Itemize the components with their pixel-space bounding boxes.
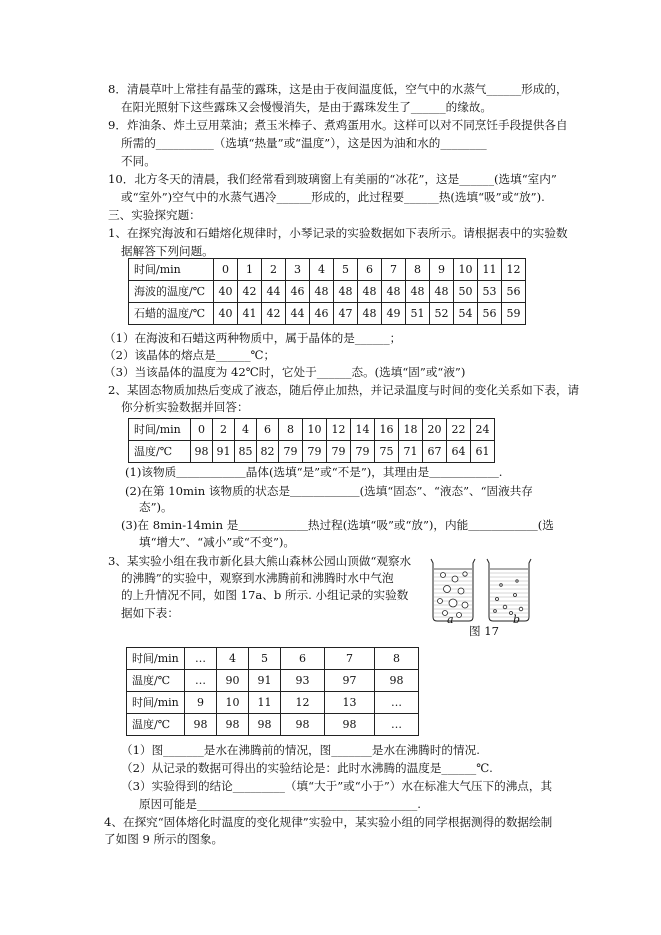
p2-table-cell: 4 [235, 419, 257, 441]
p1-table-body [129, 259, 526, 325]
p2-data-table [128, 418, 495, 463]
p2-line1: 2、某固态物质加热后变成了液态，随后停止加热，并记录温度与时间的变化关系如下表，请 [108, 383, 580, 397]
p3-line3: 的上升情况不同，如图 17a、b 所示. 小组记录的实验数 [121, 588, 409, 602]
p1-table-cell: 48 [358, 303, 382, 325]
p2-table-cell: 91 [213, 441, 235, 463]
p1-table-cell: 54 [454, 303, 478, 325]
p2-table-cell: 14 [351, 419, 375, 441]
p3-table-cell: 4 [217, 648, 249, 670]
p3-sub1: （1）图_______是水在沸腾前的情况，图_______是水在沸腾时的情况. [121, 743, 480, 757]
p2-table-body [129, 419, 495, 463]
p2-table-row [129, 441, 495, 463]
p1-table-row-header: 海波的温度/℃ [129, 281, 214, 303]
q8-line2: 在阳光照射下这些露珠又会慢慢消失，是由于露珠发生了______的缘故。 [121, 100, 493, 114]
p1-table-cell: 56 [478, 303, 502, 325]
p3-table-cell: 10 [217, 692, 249, 714]
p1-table-cell: 59 [502, 303, 526, 325]
p1-sub3: （3）当该晶体的温度为 42℃时，它处于______态。(选填“固”或“液”) [104, 365, 466, 379]
p2-table-cell: 16 [375, 419, 399, 441]
p1-table-cell: 40 [214, 303, 238, 325]
p3-table-body [127, 648, 419, 736]
p3-table-row-header: 时间/min [127, 648, 185, 670]
p3-table-row-header: 温度/℃ [127, 670, 185, 692]
p1-table-cell: 44 [286, 303, 310, 325]
p2-table-cell: 20 [423, 419, 447, 441]
p1-table-cell: 12 [502, 259, 526, 281]
p1-table-cell: 2 [262, 259, 286, 281]
p3-table-cell: 12 [281, 692, 325, 714]
p3-table-cell: 7 [325, 648, 375, 670]
p4-line1: 4、在探究“固体熔化时温度的变化规律”实验中，某实验小组的同学根据测得的数据绘制 [104, 815, 553, 829]
p2-table-cell: 10 [303, 419, 327, 441]
p1-table-cell: 48 [430, 281, 454, 303]
p1-table-cell: 50 [454, 281, 478, 303]
p2-table-cell: 0 [191, 419, 213, 441]
p2-table-cell: 67 [423, 441, 447, 463]
p1-table-cell: 4 [310, 259, 334, 281]
p3-table-cell: 6 [281, 648, 325, 670]
p1-table-cell: 9 [430, 259, 454, 281]
p1-table-cell: 10 [454, 259, 478, 281]
beaker-b-icon [487, 559, 531, 621]
p1-table-cell: 46 [286, 281, 310, 303]
p1-table-cell: 48 [382, 281, 406, 303]
p2-table-cell: 75 [375, 441, 399, 463]
p3-sub3-line2: 原因可能是______________________________________. [139, 797, 421, 811]
q9-line1: 9．炸油条、炸土豆用菜油；煮玉米棒子、煮鸡蛋用水。这样可以对不同烹饪手段提供各自 [108, 118, 568, 132]
beaker-a-icon [431, 559, 475, 621]
figure-label-a: a [447, 613, 454, 626]
p1-table-cell: 47 [334, 303, 358, 325]
p3-table-cell: 91 [249, 670, 281, 692]
p2-sub2-line2: 态”)。 [139, 500, 173, 514]
p2-sub2-line1: (2)在第 10min 该物质的状态是＿＿＿＿＿＿(选填“固态”、“液态”、“固液共存 [125, 484, 533, 498]
p1-table-row [129, 281, 526, 303]
p2-table-cell: 79 [327, 441, 351, 463]
p1-table-cell: 6 [358, 259, 382, 281]
p1-table-cell: 48 [358, 281, 382, 303]
p3-table-cell: 5 [249, 648, 281, 670]
p2-table-cell: 79 [279, 441, 303, 463]
p3-table-row [127, 670, 419, 692]
p2-table-cell: 61 [471, 441, 495, 463]
p1-table-row [129, 259, 526, 281]
q9-line3: 不同。 [121, 154, 156, 168]
p2-table-cell: 6 [257, 419, 279, 441]
q10-line2: 或“室外”)空气中的水蒸气遇冷______形成的，此过程要______热(选填“吸”或“放”). [121, 190, 545, 204]
p1-table-cell: 48 [334, 281, 358, 303]
p2-table-cell: 18 [399, 419, 423, 441]
p1-table-cell: 40 [214, 281, 238, 303]
p1-table-cell: 48 [406, 281, 430, 303]
p1-table-cell: 41 [238, 303, 262, 325]
q8-line1: 8．清晨草叶上常挂有晶莹的露珠，这是由于夜间温度低，空气中的水蒸气______形成的， [108, 82, 568, 96]
p2-table-cell: 8 [279, 419, 303, 441]
p1-table-cell: 3 [286, 259, 310, 281]
p3-table-cell: 98 [375, 670, 419, 692]
p1-table-cell: 46 [310, 303, 334, 325]
p2-table-cell: 98 [191, 441, 213, 463]
p1-table-cell: 56 [502, 281, 526, 303]
p2-table-cell: 71 [399, 441, 423, 463]
p1-line2: 据解答下列问题。 [121, 244, 214, 258]
q9-line2: 所需的__________（选填“热量”或“温度”），这是因为油和水的________ [121, 136, 487, 150]
p3-line1: 3、某实验小组在我市新化县大熊山森林公园山顶做“观察水 [108, 554, 412, 568]
p1-table-cell: 42 [262, 303, 286, 325]
p2-table-cell: 22 [447, 419, 471, 441]
p3-line4: 据如下表： [121, 606, 179, 620]
figure-label-b: b [513, 613, 521, 626]
p3-table-cell: 97 [325, 670, 375, 692]
p2-table-cell: 2 [213, 419, 235, 441]
p2-table-cell: 85 [235, 441, 257, 463]
p2-sub1: (1)该物质＿＿＿＿＿＿晶体(选填“是”或“不是”)，其理由是＿＿＿＿＿＿. [125, 465, 503, 479]
p2-table-cell: 82 [257, 441, 279, 463]
p1-table-cell: 42 [238, 281, 262, 303]
p3-table-cell: 98 [217, 714, 249, 736]
p2-table-cell: 64 [447, 441, 471, 463]
p3-table-cell: 90 [217, 670, 249, 692]
p3-table-cell: 8 [375, 648, 419, 670]
section-title: 三、实验探究题： [108, 208, 201, 222]
p1-table-cell: 53 [478, 281, 502, 303]
p2-sub3-line1: (3)在 8min-14min 是＿＿＿＿＿＿热过程(选填“吸”或“放”)，内能＿＿＿＿＿＿(选 [121, 518, 554, 532]
p3-table-cell: 98 [281, 714, 325, 736]
p1-table-cell: 11 [478, 259, 502, 281]
p3-table-cell: 13 [325, 692, 375, 714]
p3-table-cell: 98 [185, 714, 217, 736]
p2-table-cell: 79 [351, 441, 375, 463]
p2-table-row-header: 时间/min [129, 419, 191, 441]
p1-table-cell: 8 [406, 259, 430, 281]
p3-sub3-line1: （3）实验得到的结论_________（填“大于”或“小于”）水在标准大气压下的沸点，其 [121, 779, 553, 793]
p1-table-row-header: 石蜡的温度/℃ [129, 303, 214, 325]
p1-table-cell: 5 [334, 259, 358, 281]
p1-line1: 1、在探究海波和石蜡熔化规律时，小琴记录的实验数据如下表所示。请根据表中的实验数 [108, 226, 568, 240]
p1-sub2: （2）该晶体的熔点是______℃； [104, 348, 276, 362]
p2-table-cell: 24 [471, 419, 495, 441]
p3-table-row [127, 714, 419, 736]
p1-table-cell: 7 [382, 259, 406, 281]
p1-table-cell: 44 [262, 281, 286, 303]
p3-table-cell: 11 [249, 692, 281, 714]
p3-table-row-header: 时间/min [127, 692, 185, 714]
p3-sub2: （2）从记录的数据可得出的实验结论是：此时水沸腾的温度是______℃. [121, 761, 493, 775]
p3-table-row [127, 648, 419, 670]
p3-table-row [127, 692, 419, 714]
p1-table-cell: 0 [214, 259, 238, 281]
p1-table-cell: 52 [430, 303, 454, 325]
p3-table-cell: … [185, 670, 217, 692]
p3-table-cell: … [375, 714, 419, 736]
p1-data-table [128, 258, 526, 325]
p1-table-cell: 51 [406, 303, 430, 325]
q10-line1: 10．北方冬天的清晨，我们经常看到玻璃窗上有美丽的“冰花”，这是______(选填“室内” [108, 172, 557, 186]
p1-table-row-header: 时间/min [129, 259, 214, 281]
p2-sub3-line2: 填“增大”、“减小”或“不变”)。 [139, 535, 296, 549]
p2-table-row [129, 419, 495, 441]
p3-line2: 的沸腾”的实验中，观察到水沸腾前和沸腾时水中气泡 [121, 571, 394, 585]
p3-table-cell: … [375, 692, 419, 714]
p3-table-row-header: 温度/℃ [127, 714, 185, 736]
p1-table-cell: 1 [238, 259, 262, 281]
p2-table-cell: 79 [303, 441, 327, 463]
p3-table-cell: 9 [185, 692, 217, 714]
p2-line2: 你分析实验数据并回答： [121, 400, 249, 414]
p1-table-cell: 49 [382, 303, 406, 325]
p1-table-row [129, 303, 526, 325]
p1-sub1: （1）在海波和石蜡这两种物质中，属于晶体的是______； [104, 331, 402, 345]
figure-caption: 图 17 [469, 624, 500, 638]
p3-data-table [126, 647, 419, 736]
p2-table-row-header: 温度/℃ [129, 441, 191, 463]
p3-table-cell: … [185, 648, 217, 670]
p3-table-cell: 98 [249, 714, 281, 736]
p3-table-cell: 93 [281, 670, 325, 692]
p1-table-cell: 48 [310, 281, 334, 303]
p2-table-cell: 12 [327, 419, 351, 441]
p4-line2: 了如图 9 所示的图象。 [104, 832, 224, 846]
p3-table-cell: 98 [325, 714, 375, 736]
